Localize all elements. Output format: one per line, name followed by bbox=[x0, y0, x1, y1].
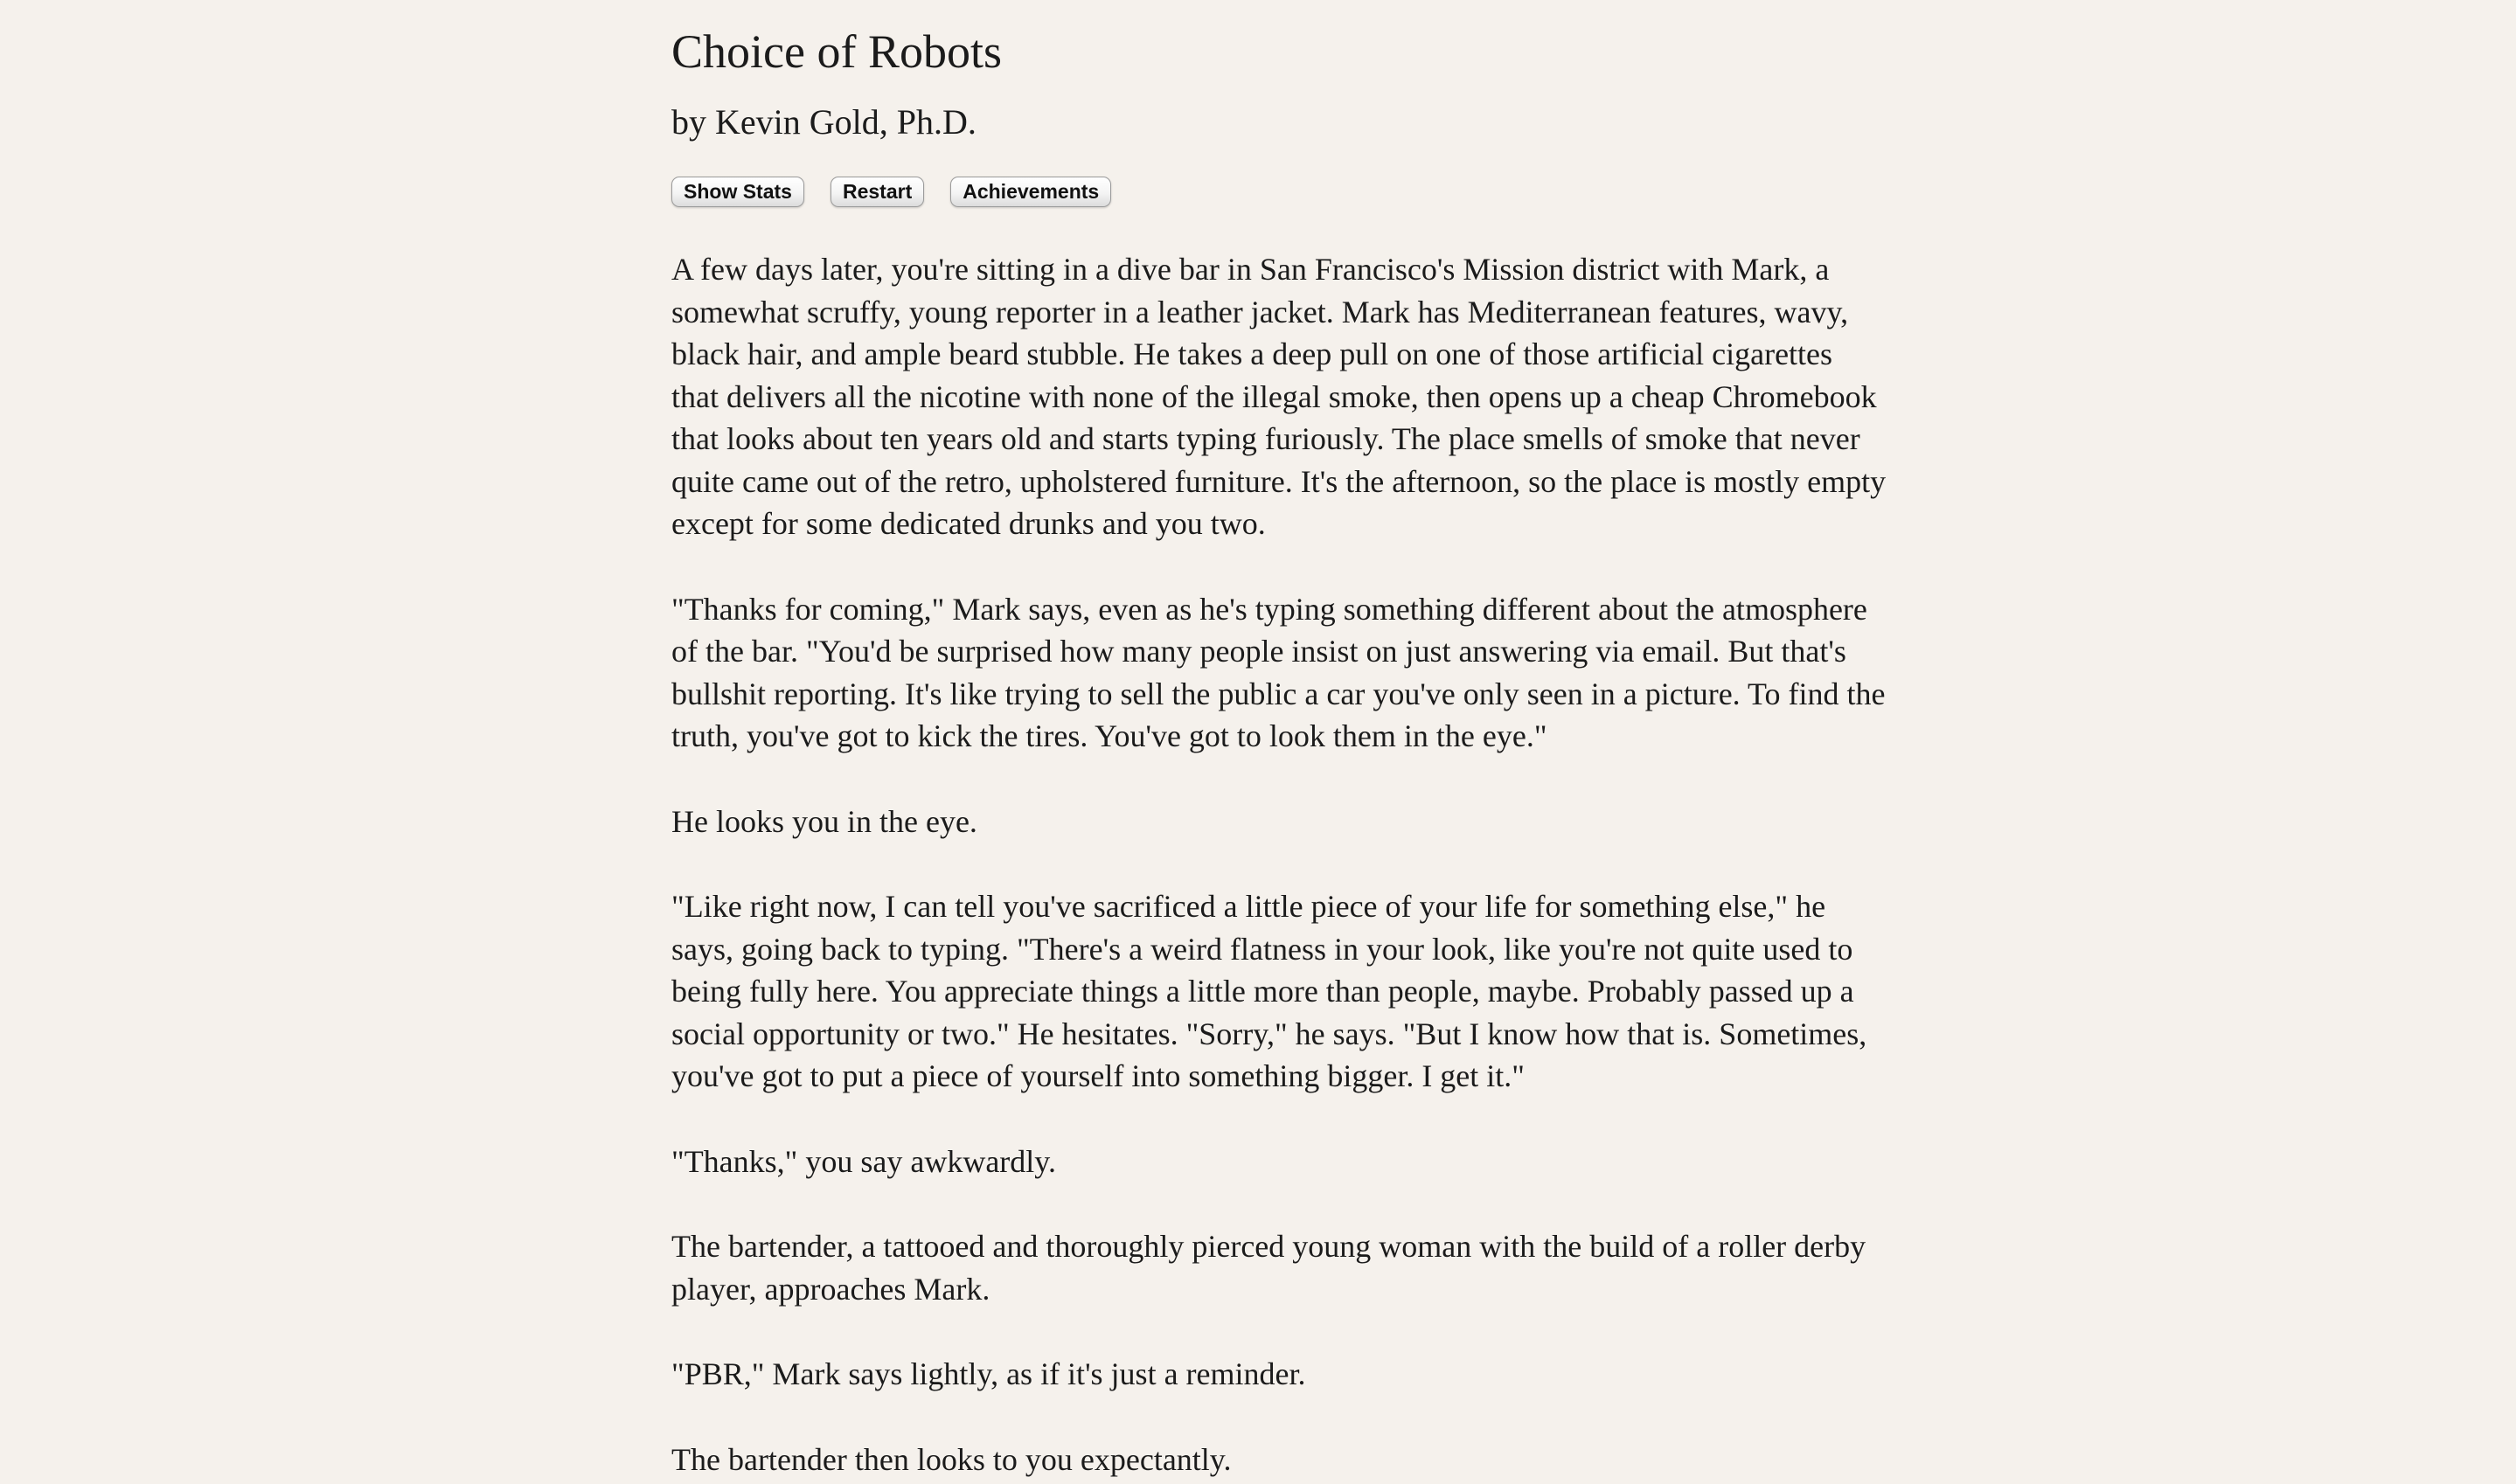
story-paragraph: "Like right now, I can tell you've sacrificed a little piece of your life for something else," he says, going back to typing. "There's a weird flatness in your look, like you're not quite used to being fully here. You appreciate things a little more than people, maybe. Probably passed up a social opportunity or two." He hesitates. "Sorry," he says. "But I know how that is. Sometimes, you've got to put a piece of yourself into something bigger. I get it." bbox=[671, 889, 1867, 1094]
story-paragraph: "Thanks," you say awkwardly. bbox=[671, 1143, 1056, 1179]
story-paragraph: The bartender then looks to you expectantly. bbox=[671, 1441, 1232, 1477]
author-byline: by Kevin Gold, Ph.D. bbox=[671, 102, 977, 142]
restart-button[interactable]: Restart bbox=[831, 177, 924, 207]
story-page bbox=[671, 0, 1887, 1481]
story-paragraph: The bartender, a tattooed and thoroughly pierced young woman with the build of a roller derby player, approaches Mark. bbox=[671, 1229, 1866, 1307]
story-paragraph: He looks you in the eye. bbox=[671, 803, 977, 839]
story-paragraph: "PBR," Mark says lightly, as if it's just a reminder. bbox=[671, 1356, 1306, 1392]
show-stats-button[interactable]: Show Stats bbox=[671, 177, 804, 207]
toolbar bbox=[671, 177, 1887, 207]
story-paragraph: "Thanks for coming," Mark says, even as he's typing something different about the atmosphere of the bar. "You'd be surprised how many people insist on just answering via email. But that's bullshit reporting. It's like trying to sell the public a car you've only seen in a picture. To find the truth, you've got to kick the tires. You've got to look them in the eye." bbox=[671, 591, 1886, 754]
story-paragraph: A few days later, you're sitting in a dive bar in San Francisco's Mission district with Mark, a somewhat scruffy, young reporter in a leather jacket. Mark has Mediterranean features, wavy, black hair, and ample beard stubble. He takes a deep pull on one of those artificial cigarettes that delivers all the nicotine with none of the illegal smoke, then opens up a cheap Chromebook that looks about ten years old and starts typing furiously. The place smells of smoke that never quite came out of the retro, upholstered furniture. It's the afternoon, so the place is mostly empty except for some dedicated drunks and you two. bbox=[671, 252, 1887, 542]
page-title: Choice of Robots bbox=[671, 25, 1002, 78]
achievements-button[interactable]: Achievements bbox=[950, 177, 1111, 207]
story-text bbox=[671, 248, 1887, 1481]
